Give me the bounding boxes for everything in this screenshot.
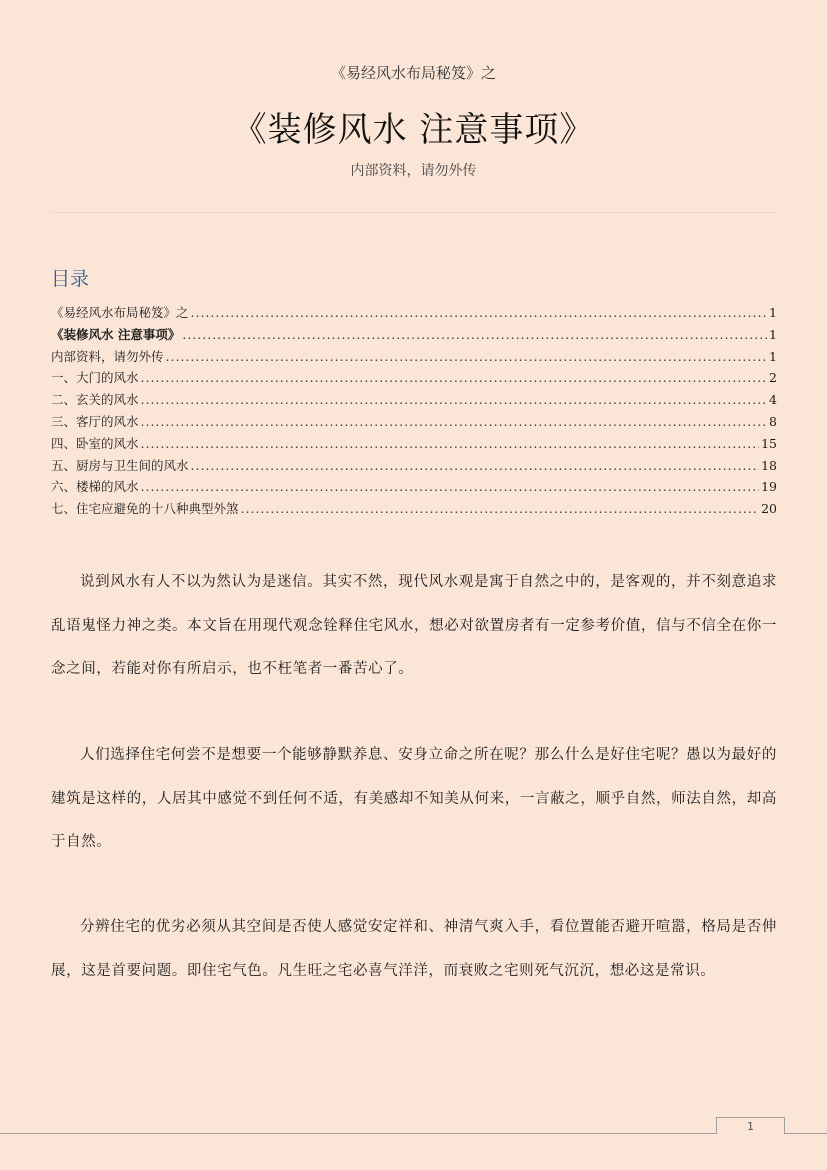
- toc-entry[interactable]: [51, 476, 777, 498]
- toc-entry[interactable]: [51, 455, 777, 477]
- toc-leader-dots: [182, 324, 767, 346]
- header-divider: [51, 212, 777, 213]
- toc-entry-page: 2: [769, 370, 777, 386]
- series-title: 《易经风水布局秘笈》之: [330, 64, 496, 82]
- toc-entry[interactable]: [51, 324, 777, 346]
- toc-entry-page: 18: [761, 457, 777, 473]
- toc-entry[interactable]: [51, 411, 777, 433]
- toc-entry-page: 1: [769, 348, 777, 364]
- toc-leader-dots: [191, 455, 760, 477]
- toc-leader-dots: [141, 433, 760, 455]
- table-of-contents: [51, 302, 777, 520]
- toc-entry[interactable]: [51, 346, 777, 368]
- body-paragraph: 说到风水有人不以为然认为是迷信。其实不然，现代风水观是寓于自然之中的，是客观的，并不刻意追求乱语鬼怪力神之类。本文旨在用现代观念铨释住宅风水，想必对欲置房者有一定参考价值，信与不信全在你一念之间，若能对你有所启示，也不枉笔者一番苦心了。: [51, 574, 777, 677]
- toc-entry-text: 《易经风水布局秘笈》之: [51, 305, 189, 320]
- toc-entry-text: 一、大门的风水: [51, 370, 139, 386]
- toc-entry-text: 三、客厅的风水: [51, 413, 139, 429]
- body-paragraph: 分辨住宅的优劣必须从其空间是否使人感觉安定祥和、神清气爽入手，看位置能否避开喧嚣，格局是否伸展，这是首要问题。即住宅气色。凡生旺之宅必喜气洋洋，而衰败之宅则死气沉沉，想必这是常识。: [51, 919, 777, 979]
- toc-entry-text: 内部资料，请勿外传: [51, 348, 164, 364]
- document-title: 《装修风水 注意事项》: [232, 110, 595, 150]
- toc-entry-text: 七、住宅应避免的十八种典型外煞: [51, 501, 239, 517]
- toc-entry-text: 四、卧室的风水: [51, 435, 139, 451]
- confidential-note: 内部资料，请勿外传: [350, 163, 477, 179]
- toc-entry-page: 1: [769, 326, 777, 342]
- toc-entry[interactable]: [51, 302, 777, 324]
- toc-entry-page: 15: [761, 435, 777, 451]
- toc-entry-page: 4: [769, 392, 777, 408]
- toc-leader-dots: [141, 367, 768, 389]
- toc-entry-page: 20: [761, 501, 777, 517]
- toc-leader-dots: [141, 476, 760, 498]
- toc-entry-text: 五、厨房与卫生间的风水: [51, 457, 189, 473]
- toc-entry[interactable]: [51, 367, 777, 389]
- toc-entry-text: 六、楼梯的风水: [51, 479, 139, 495]
- toc-entry[interactable]: [51, 433, 777, 455]
- toc-entry-page: 8: [769, 413, 777, 429]
- toc-leader-dots: [191, 302, 768, 324]
- toc-leader-dots: [241, 498, 760, 520]
- toc-entry[interactable]: [51, 498, 777, 520]
- toc-entry-text: 二、玄关的风水: [51, 392, 139, 408]
- toc-leader-dots: [141, 411, 768, 433]
- toc-entry-page: 19: [761, 479, 777, 495]
- footer-rule: [0, 1133, 827, 1134]
- toc-leader-dots: [166, 346, 768, 368]
- toc-entry[interactable]: [51, 389, 777, 411]
- page-number: 1: [716, 1117, 785, 1134]
- body-paragraph: 人们选择住宅何尝不是想要一个能够静默养息、安身立命之所在呢？那么什么是好住宅呢？愚以为最好的建筑是这样的，人居其中感觉不到任何不适，有美感却不知美从何来，一言蔽之，顺乎自然，师法自然，却高于自然。: [51, 747, 777, 850]
- toc-leader-dots: [141, 389, 768, 411]
- toc-entry-page: 1: [769, 305, 777, 320]
- toc-heading: 目录: [51, 268, 90, 290]
- toc-entry-text: 《装修风水 注意事项》: [51, 326, 181, 342]
